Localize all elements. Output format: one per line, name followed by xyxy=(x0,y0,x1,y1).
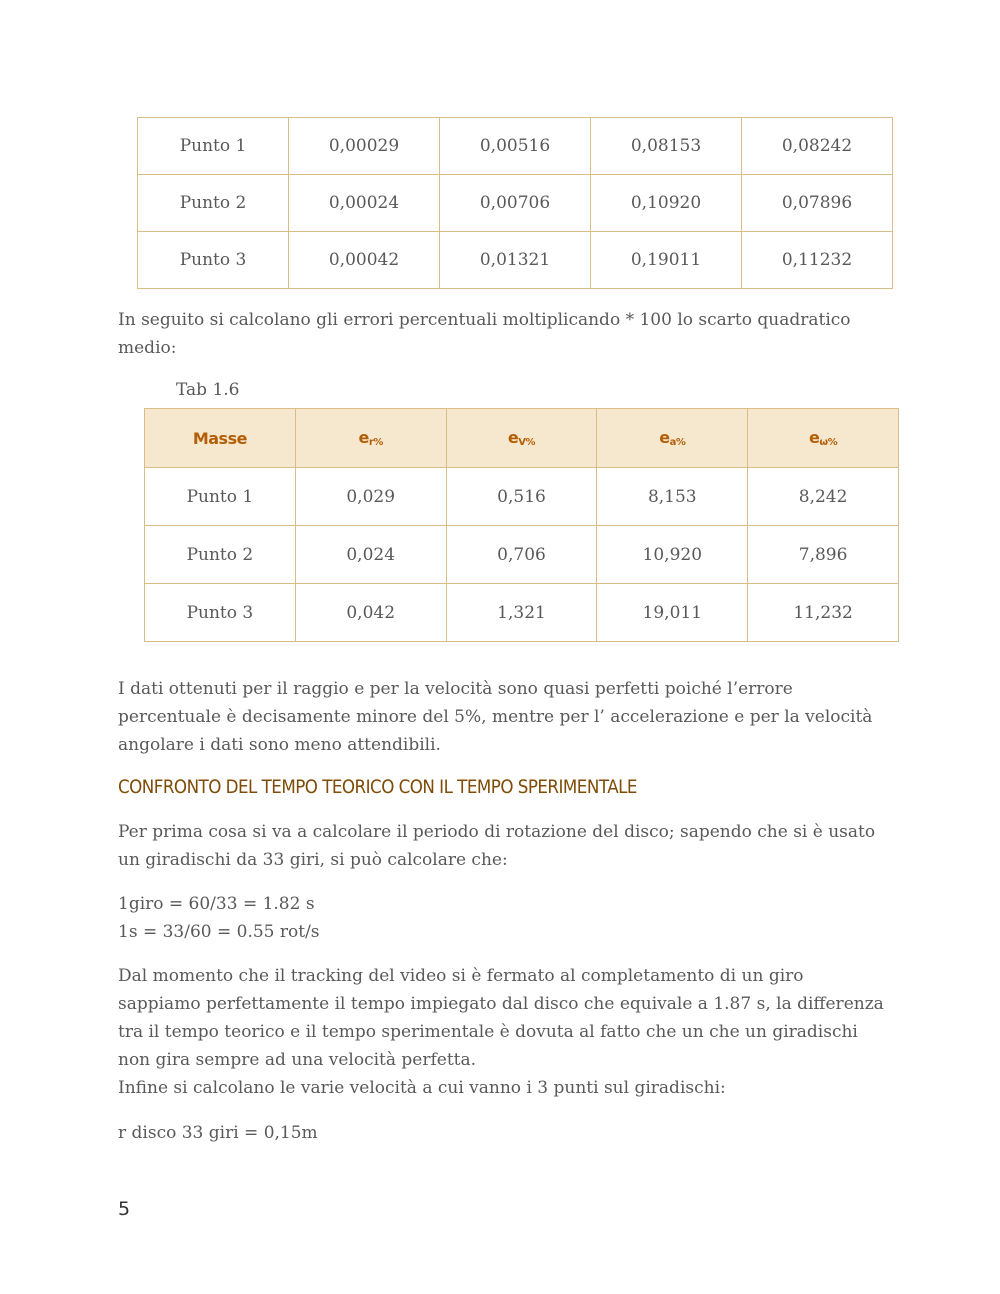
table-cell: 0,042 xyxy=(295,584,446,642)
table-cell: 8,153 xyxy=(597,468,748,526)
table-cell: 0,01321 xyxy=(440,232,591,289)
header-label: e xyxy=(659,428,670,447)
intro-paragraph: In seguito si calcolano gli errori percentuali moltiplicando * 100 lo scarto quadratico medio: xyxy=(118,310,851,358)
header-ev xyxy=(446,409,597,468)
table-cell: 0,00042 xyxy=(289,232,440,289)
header-ea xyxy=(597,409,748,468)
header-label: e xyxy=(358,428,369,447)
table-cell: Punto 3 xyxy=(145,584,296,642)
table-cell: 0,08242 xyxy=(742,118,893,175)
percentage-error-table xyxy=(144,408,899,642)
header-er xyxy=(295,409,446,468)
table-row xyxy=(145,468,899,526)
table-cell: 0,029 xyxy=(295,468,446,526)
table-cell: 0,11232 xyxy=(742,232,893,289)
page-number: 5 xyxy=(118,1198,131,1220)
table-cell: 7,896 xyxy=(748,526,899,584)
table-cell: 8,242 xyxy=(748,468,899,526)
table-header-row xyxy=(145,409,899,468)
table-cell: 0,10920 xyxy=(591,175,742,232)
header-label: e xyxy=(507,428,519,447)
table-cell: 0,00706 xyxy=(440,175,591,232)
header-subscript: ω% xyxy=(819,437,838,448)
table-cell: 0,516 xyxy=(446,468,597,526)
table-row xyxy=(145,526,899,584)
table-cell: 11,232 xyxy=(748,584,899,642)
error-table-continued xyxy=(137,117,893,289)
tracking-paragraph: Dal momento che il tracking del video si è fermato al completamento di un giro sappiamo perfettamente il tempo impiegato dal disco che equivale a 1.87 s, la differenza tra il tempo teorico e il tempo sperimentale è dovuta al fatto che un che un giradischi non gira sempre ad una velocità perfetta. xyxy=(118,966,884,1070)
table-row xyxy=(138,232,893,289)
table-caption: Tab 1.6 xyxy=(176,380,240,400)
period-paragraph: Per prima cosa si va a calcolare il periodo di rotazione del disco; sapendo che si è usato un giradischi da 33 giri, si può calcolare che: xyxy=(118,822,876,870)
table-row xyxy=(138,118,893,175)
header-label: Masse xyxy=(192,428,247,448)
header-masse xyxy=(145,409,296,468)
formula-line: r disco 33 giri = 0,15m xyxy=(118,1123,318,1143)
table-cell: Punto 3 xyxy=(138,232,289,289)
table-cell: 0,024 xyxy=(295,526,446,584)
formula-line: 1s = 33/60 = 0.55 rot/s xyxy=(118,922,320,942)
table-cell: 0,07896 xyxy=(742,175,893,232)
table-cell: 10,920 xyxy=(597,526,748,584)
table-cell: 0,706 xyxy=(446,526,597,584)
table-cell: 0,00024 xyxy=(289,175,440,232)
header-subscript: r% xyxy=(368,437,383,448)
table-cell: Punto 1 xyxy=(145,468,296,526)
table-cell: 19,011 xyxy=(597,584,748,642)
header-label: e xyxy=(809,428,820,447)
table-cell: 0,00029 xyxy=(289,118,440,175)
formula-line: 1giro = 60/33 = 1.82 s xyxy=(118,894,315,914)
header-eomega xyxy=(748,409,899,468)
table-cell: Punto 2 xyxy=(145,526,296,584)
table-cell: 0,19011 xyxy=(591,232,742,289)
analysis-paragraph: I dati ottenuti per il raggio e per la velocità sono quasi perfetti poiché l’errore percentuale è decisamente minore del 5%, mentre per l’ accelerazione e per la velocità angolare i dati sono meno attendibili. xyxy=(118,679,873,755)
table-cell: 0,00516 xyxy=(440,118,591,175)
velocity-intro-paragraph: Infine si calcolano le varie velocità a cui vanno i 3 punti sul giradischi: xyxy=(118,1078,726,1098)
table-cell: 1,321 xyxy=(446,584,597,642)
header-subscript: V% xyxy=(518,437,536,448)
table-cell: 0,08153 xyxy=(591,118,742,175)
table-row xyxy=(138,175,893,232)
header-subscript: a% xyxy=(669,437,686,448)
table-cell: Punto 1 xyxy=(138,118,289,175)
table-cell: Punto 2 xyxy=(138,175,289,232)
section-heading: CONFRONTO DEL TEMPO TEORICO CON IL TEMPO SPERIMENTALE xyxy=(118,776,637,798)
table-row xyxy=(145,584,899,642)
